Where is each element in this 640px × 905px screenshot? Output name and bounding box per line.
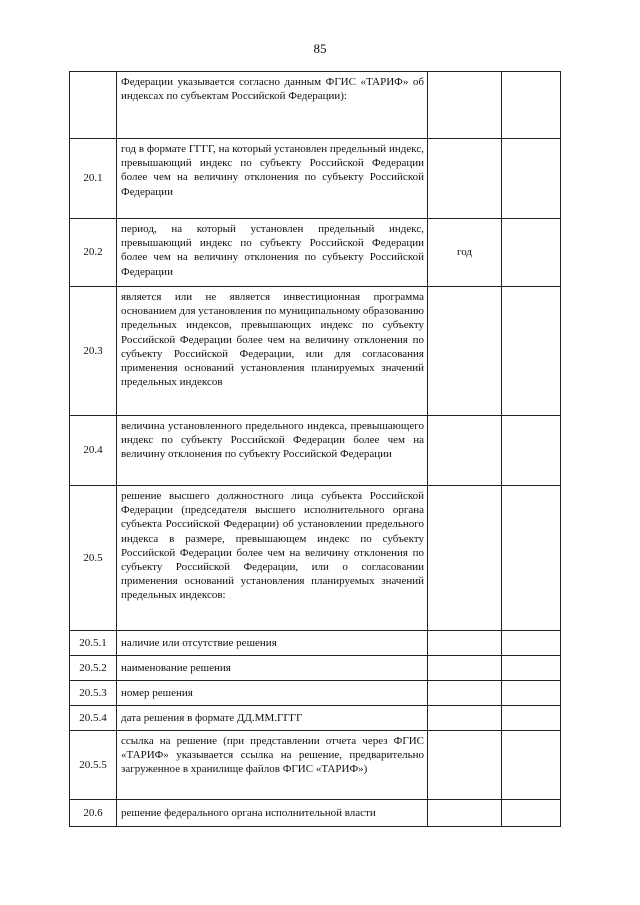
table-row <box>70 139 561 219</box>
row-empty-cell <box>502 681 561 706</box>
table-row <box>70 72 561 139</box>
row-number-cell: 20.5.3 <box>70 681 117 706</box>
row-unit-cell <box>428 416 502 486</box>
row-description-text: Федерации указывается согласно данным ФГИС «ТАРИФ» об индексах по субъектам Российской Федерации): <box>121 76 424 103</box>
row-description-text: величина установленного предельного индекса, превышающего индекс по субъекту Российской Федерации более чем на величину отклонения по субъекту Российской Федерации <box>121 420 424 461</box>
row-description-cell <box>117 656 428 681</box>
row-empty-cell <box>502 72 561 139</box>
table-row <box>70 800 561 827</box>
row-number-cell: 20.2 <box>70 219 117 287</box>
row-empty-cell <box>502 416 561 486</box>
row-description-cell <box>117 731 428 800</box>
table-row <box>70 681 561 706</box>
row-description-cell <box>117 72 428 139</box>
row-empty-cell <box>502 287 561 416</box>
table-row <box>70 731 561 800</box>
row-number-cell: 20.5.2 <box>70 656 117 681</box>
table-row <box>70 219 561 287</box>
row-description-text: год в формате ГГГГ, на который установлен предельный индекс, превышающий индекс по субъекту Российской Федерации более чем на величину отклонения по субъекту Российской Федерации <box>121 143 424 198</box>
row-description-cell <box>117 287 428 416</box>
data-table <box>69 71 561 827</box>
table-row <box>70 656 561 681</box>
row-description-cell <box>117 219 428 287</box>
row-number-cell: 20.5.5 <box>70 731 117 800</box>
row-number-cell: 20.4 <box>70 416 117 486</box>
row-description-text: решение высшего должностного лица субъекта Российской Федерации (председателя высшего исполнительного органа субъекта Российской Федерации) об установлении предельного индекса в размере, превышающем индекс по субъекту Российской Федерации более чем на величину отклонения по субъекту Российской Федерации, или о согласовании применения оснований установления планируемых значений предельных индексов: <box>121 490 424 602</box>
row-description-cell <box>117 706 428 731</box>
row-unit-cell <box>428 486 502 631</box>
row-description-text: дата решения в формате ДД.ММ.ГГГГ <box>121 711 303 724</box>
row-unit-cell <box>428 681 502 706</box>
row-number-cell <box>70 72 117 139</box>
row-description-cell <box>117 416 428 486</box>
row-description-cell <box>117 681 428 706</box>
row-number-cell: 20.5.1 <box>70 631 117 656</box>
row-description-cell <box>117 800 428 827</box>
row-empty-cell <box>502 486 561 631</box>
row-description-text: наименование решения <box>121 661 231 674</box>
row-unit-cell <box>428 656 502 681</box>
page-number: 85 <box>313 41 327 56</box>
row-unit-cell <box>428 731 502 800</box>
row-empty-cell <box>502 706 561 731</box>
row-description-cell <box>117 486 428 631</box>
row-unit-cell <box>428 287 502 416</box>
row-number-cell: 20.6 <box>70 800 117 827</box>
row-unit-cell <box>428 139 502 219</box>
row-description-text: номер решения <box>121 686 193 699</box>
row-description-text: наличие или отсутствие решения <box>121 636 277 649</box>
table-row <box>70 416 561 486</box>
row-unit-cell <box>428 631 502 656</box>
row-description-text: ссылка на решение (при представлении отчета через ФГИС «ТАРИФ» указывается ссылка на решение, предварительно загруженное в хранилище файлов ФГИС «ТАРИФ») <box>121 735 424 776</box>
row-description-cell <box>117 631 428 656</box>
table-row <box>70 706 561 731</box>
row-empty-cell <box>502 800 561 827</box>
row-empty-cell <box>502 219 561 287</box>
row-description-text: решение федерального органа исполнительной власти <box>121 806 376 819</box>
table-row <box>70 631 561 656</box>
table-row <box>70 486 561 631</box>
row-unit-cell <box>428 800 502 827</box>
row-empty-cell <box>502 731 561 800</box>
row-unit-cell <box>428 706 502 731</box>
row-unit-cell: год <box>428 219 502 287</box>
row-unit-cell <box>428 72 502 139</box>
row-number-cell: 20.1 <box>70 139 117 219</box>
row-number-cell: 20.5.4 <box>70 706 117 731</box>
row-empty-cell <box>502 656 561 681</box>
row-description-text: является или не является инвестиционная программа основанием для установления по муниципальному образованию предельных индексов, превышающих индекс по субъекту Российской Федерации более чем на величину отклонения по субъекту Российской Федерации, или для согласования применения оснований установления планируемых значений предельных индексов <box>121 291 424 389</box>
row-empty-cell <box>502 631 561 656</box>
row-number-cell: 20.3 <box>70 287 117 416</box>
row-description-cell <box>117 139 428 219</box>
table-row <box>70 287 561 416</box>
row-description-text: период, на который установлен предельный индекс, превышающий индекс по субъекту Российской Федерации более чем на величину отклонения по субъекту Российской Федерации <box>121 223 424 278</box>
row-number-cell: 20.5 <box>70 486 117 631</box>
row-empty-cell <box>502 139 561 219</box>
